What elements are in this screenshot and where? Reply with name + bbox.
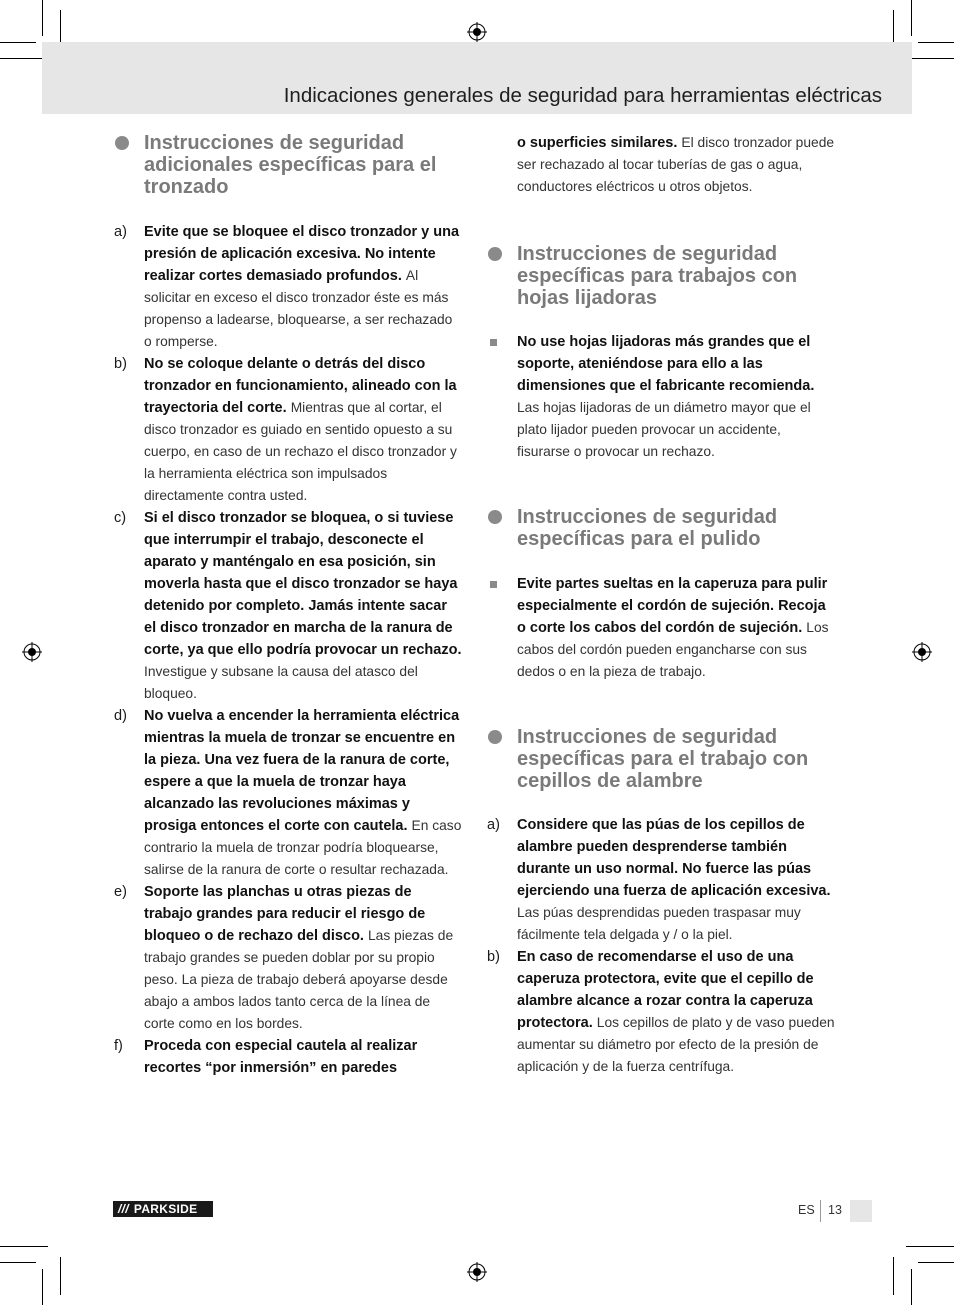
item-text: Los cepillos de plato y de vaso pueden aumentar su diámetro por efecto de la presión de aplicación y de la fuerza centrífuga. [517, 1015, 835, 1074]
crop-mark [893, 1257, 894, 1295]
section-heading: Instrucciones de seguridad específicas para el trabajo con cepillos de alambre [486, 726, 836, 792]
list-item [113, 221, 463, 353]
item-text: Las piezas de trabajo grandes se pueden doblar por su propio peso. La pieza de trabajo deberá apoyarse desde abajo a ambos lados tanto cerca de la línea de corte como en los bordes. [144, 928, 454, 1031]
crop-mark [60, 1257, 61, 1295]
crop-mark [918, 42, 954, 43]
footer-grey-box [850, 1200, 872, 1222]
item-bold-text: En caso de recomendarse el uso de una caperuza protectora, evite que el cepillo de alambre alcance a rozar contra la caperuza protectora. [517, 949, 814, 1031]
registration-mark-icon [467, 22, 487, 42]
item-bold-text: Considere que las púas de los cepillos de alambre pueden desprenderse también durante un uso normal. No fuerce las púas ejerciendo una fuerza de aplicación excesiva. [517, 817, 831, 899]
section-tronzado [113, 132, 463, 1079]
instruction-list [486, 331, 836, 463]
item-text: Las hojas lijadoras de un diámetro mayor que el plato lijador pueden provocar un accidente, fisurarse o provocar un rechazo. [517, 400, 811, 459]
list-item [486, 946, 836, 1078]
item-marker: a) [114, 224, 127, 240]
crop-mark [906, 1246, 954, 1247]
list-item [486, 331, 836, 463]
list-item [113, 1035, 463, 1079]
item-bold-text: No use hojas lijadoras más grandes que el soporte, ateniéndose para ello a las dimensiones que el fabricante recomienda. [517, 334, 815, 394]
section-hojas-lijadoras [486, 243, 836, 463]
crop-mark [0, 1262, 36, 1263]
crop-mark [911, 0, 912, 36]
footer-divider [820, 1200, 821, 1222]
item-text: Al solicitar en exceso el disco tronzador éste es más propenso a ladearse, bloquearse, a ser rechazado o romperse. [144, 268, 453, 349]
crop-mark [906, 58, 954, 59]
continuation-text [486, 132, 836, 198]
list-item [113, 705, 463, 881]
item-bold-text: Evite partes sueltas en la caperuza para pulir especialmente el cordón de sujeción. Recoja o corte los cabos del cordón de sujeción. [517, 576, 828, 636]
bullet-dot-icon [488, 247, 502, 261]
item-marker: b) [114, 356, 127, 372]
crop-mark [0, 1246, 48, 1247]
item-bold-text: No se coloque delante o detrás del disco tronzador en funcionamiento, alineado con la trayectoria del corte. [144, 356, 457, 416]
item-bold-text: Evite que se bloquee el disco tronzador y una presión de aplicación excesiva. No intente realizar cortes demasiado profundos. [144, 224, 460, 284]
item-marker: b) [487, 949, 500, 965]
item-bold-text: Proceda con especial cautela al realizar recortes “por inmersión” en paredes [144, 1038, 418, 1076]
item-marker: f) [114, 1038, 123, 1054]
square-bullet-icon [490, 581, 497, 588]
item-bold-text: o superficies similares. [517, 135, 678, 151]
crop-mark [911, 1269, 912, 1305]
page-title: Indicaciones generales de seguridad para herramientas eléctricas [283, 84, 882, 107]
item-text: En caso contrario la muela de tronzar podría bloquearse, salirse de la ranura de corte o resultar rechazada. [144, 818, 462, 877]
crop-mark [918, 1262, 954, 1263]
section-pulido [486, 506, 836, 683]
logo-text: PARKSIDE [133, 1202, 198, 1216]
item-bold-text: No vuelva a encender la herramienta eléctrica mientras la muela de tronzar se encuentre en la pieza. Una vez fuera de la ranura de corte, espere a que la muela de tronzar haya alcanzado las revoluciones máximas y prosiga entonces el corte con cautela. [144, 708, 460, 834]
instruction-list [486, 814, 836, 1078]
language-code: ES [798, 1203, 815, 1217]
registration-mark-icon [467, 1262, 487, 1282]
item-text: El disco tronzador puede ser rechazado al tocar tuberías de gas o agua, conductores eléctricos u otros objetos. [517, 135, 835, 194]
list-item [113, 353, 463, 507]
bullet-dot-icon [115, 136, 129, 150]
logo-slashes: /// [118, 1202, 129, 1216]
item-text: Mientras que al cortar, el disco tronzador es guiado en sentido opuesto a su cuerpo, en caso de un rechazo el disco tronzador y la herramienta eléctrica son impulsados directamente contra usted. [144, 400, 457, 503]
item-bold-text: Si el disco tronzador se bloquea, o si tuviese que interrumpir el trabajo, desconecte el aparato y manténgalo en esa posición, sin moverla hasta que el disco tronzador se haya detenido por completo. Jamás intente sacar el disco tronzador en marcha de la ranura de corte, ya que ello podría provocar un rechazo. [144, 510, 462, 658]
list-item [486, 814, 836, 946]
bullet-dot-icon [488, 730, 502, 744]
item-marker: d) [114, 708, 127, 724]
crop-mark [42, 1269, 43, 1305]
page-number: 13 [828, 1203, 842, 1217]
section-heading: Instrucciones de seguridad adicionales específicas para el tronzado [113, 132, 463, 198]
instruction-list [486, 573, 836, 683]
item-text: Las púas desprendidas pueden traspasar muy fácilmente tela delgada y / o la piel. [517, 905, 801, 942]
section-heading: Instrucciones de seguridad específicas para el pulido [486, 506, 836, 550]
item-marker: e) [114, 884, 127, 900]
instruction-list [113, 221, 463, 1079]
registration-mark-icon [912, 642, 932, 662]
right-column [486, 132, 836, 1078]
parkside-logo [113, 1201, 213, 1217]
section-cepillos-alambre [486, 726, 836, 1078]
registration-mark-icon [22, 642, 42, 662]
list-item [113, 507, 463, 705]
list-item [113, 881, 463, 1035]
crop-mark [42, 0, 43, 36]
item-marker: c) [114, 510, 127, 526]
crop-mark [0, 58, 48, 59]
item-text: Investigue y subsane la causa del atasco del bloqueo. [144, 664, 418, 701]
item-marker: a) [487, 817, 500, 833]
item-bold-text: Soporte las planchas u otras piezas de trabajo grandes para reducir el riesgo de bloqueo o de rechazo del disco. [144, 884, 426, 944]
list-item [486, 573, 836, 683]
item-text: Los cabos del cordón pueden engancharse con sus dedos o en la pieza de trabajo. [517, 620, 829, 679]
square-bullet-icon [490, 339, 497, 346]
section-heading: Instrucciones de seguridad específicas para trabajos con hojas lijadoras [486, 243, 836, 309]
bullet-dot-icon [488, 510, 502, 524]
crop-mark [0, 42, 36, 43]
left-column [113, 132, 463, 1079]
